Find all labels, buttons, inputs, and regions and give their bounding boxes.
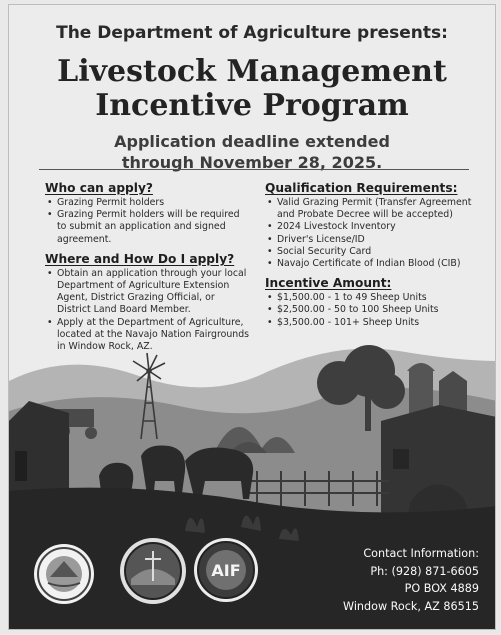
where-item-2: • Apply at the Department of Agriculture, located at the Navajo Nation Fairgrounds in Window Rock, AZ.	[45, 317, 251, 354]
incentive-item-2: • $2,500.00 - 50 to 100 Sheep Units	[265, 304, 475, 316]
right-column	[265, 181, 475, 329]
incentive-heading: Incentive Amount:	[265, 276, 392, 291]
title-line-1: Livestock Management	[57, 54, 447, 89]
contact-city: Window Rock, AZ 86515	[343, 599, 479, 613]
incentive-item-3: • $3,500.00 - 101+ Sheep Units	[265, 317, 475, 329]
left-column	[45, 181, 251, 353]
qualification-heading: Qualification Requirements:	[265, 181, 458, 195]
qualification-item-3: • Driver's License/ID	[265, 234, 475, 246]
contact-information	[343, 545, 479, 615]
incentive-list	[265, 292, 475, 329]
deadline-line-2: through November 28, 2025.	[121, 153, 383, 172]
title-line-2: Incentive Program	[95, 88, 409, 123]
divider-rule	[39, 169, 469, 170]
qualification-list	[265, 197, 475, 270]
who-item-1: • Grazing Permit holders	[45, 197, 251, 209]
aif-seal-icon	[193, 537, 259, 603]
contact-po-box: PO BOX 4889	[404, 582, 479, 595]
contact-heading: Contact Information:	[363, 547, 479, 560]
aif-seal-text: AIF	[211, 561, 241, 580]
where-item-1: • Obtain an application through your local Department of Agriculture Extension Agent, District Grazing Official, or District Land Board Member.	[45, 268, 251, 317]
deadline-notice	[9, 131, 495, 173]
department-of-agriculture-seal-icon	[119, 537, 187, 605]
who-heading: Who can apply?	[45, 181, 153, 195]
contact-phone: Ph: (928) 871-6605	[370, 564, 479, 578]
program-title	[9, 55, 495, 123]
incentive-item-1: • $1,500.00 - 1 to 49 Sheep Units	[265, 292, 475, 304]
qualification-item-4: • Social Security Card	[265, 246, 475, 258]
qualification-item-1: • Valid Grazing Permit (Transfer Agreement and Probate Decree will be accepted)	[265, 197, 475, 221]
deadline-line-1: Application deadline extended	[114, 132, 390, 151]
qualification-item-2: • 2024 Livestock Inventory	[265, 221, 475, 233]
who-item-2: • Grazing Permit holders will be required to submit an application and signed agreement.	[45, 209, 251, 246]
navajo-nation-seal-icon	[33, 543, 95, 605]
where-heading: Where and How Do I apply?	[45, 251, 235, 266]
qualification-item-5: • Navajo Certificate of Indian Blood (CIB)	[265, 258, 475, 270]
presents-line: The Department of Agriculture presents:	[56, 23, 448, 43]
flyer-page	[8, 4, 496, 630]
who-list	[45, 197, 251, 246]
